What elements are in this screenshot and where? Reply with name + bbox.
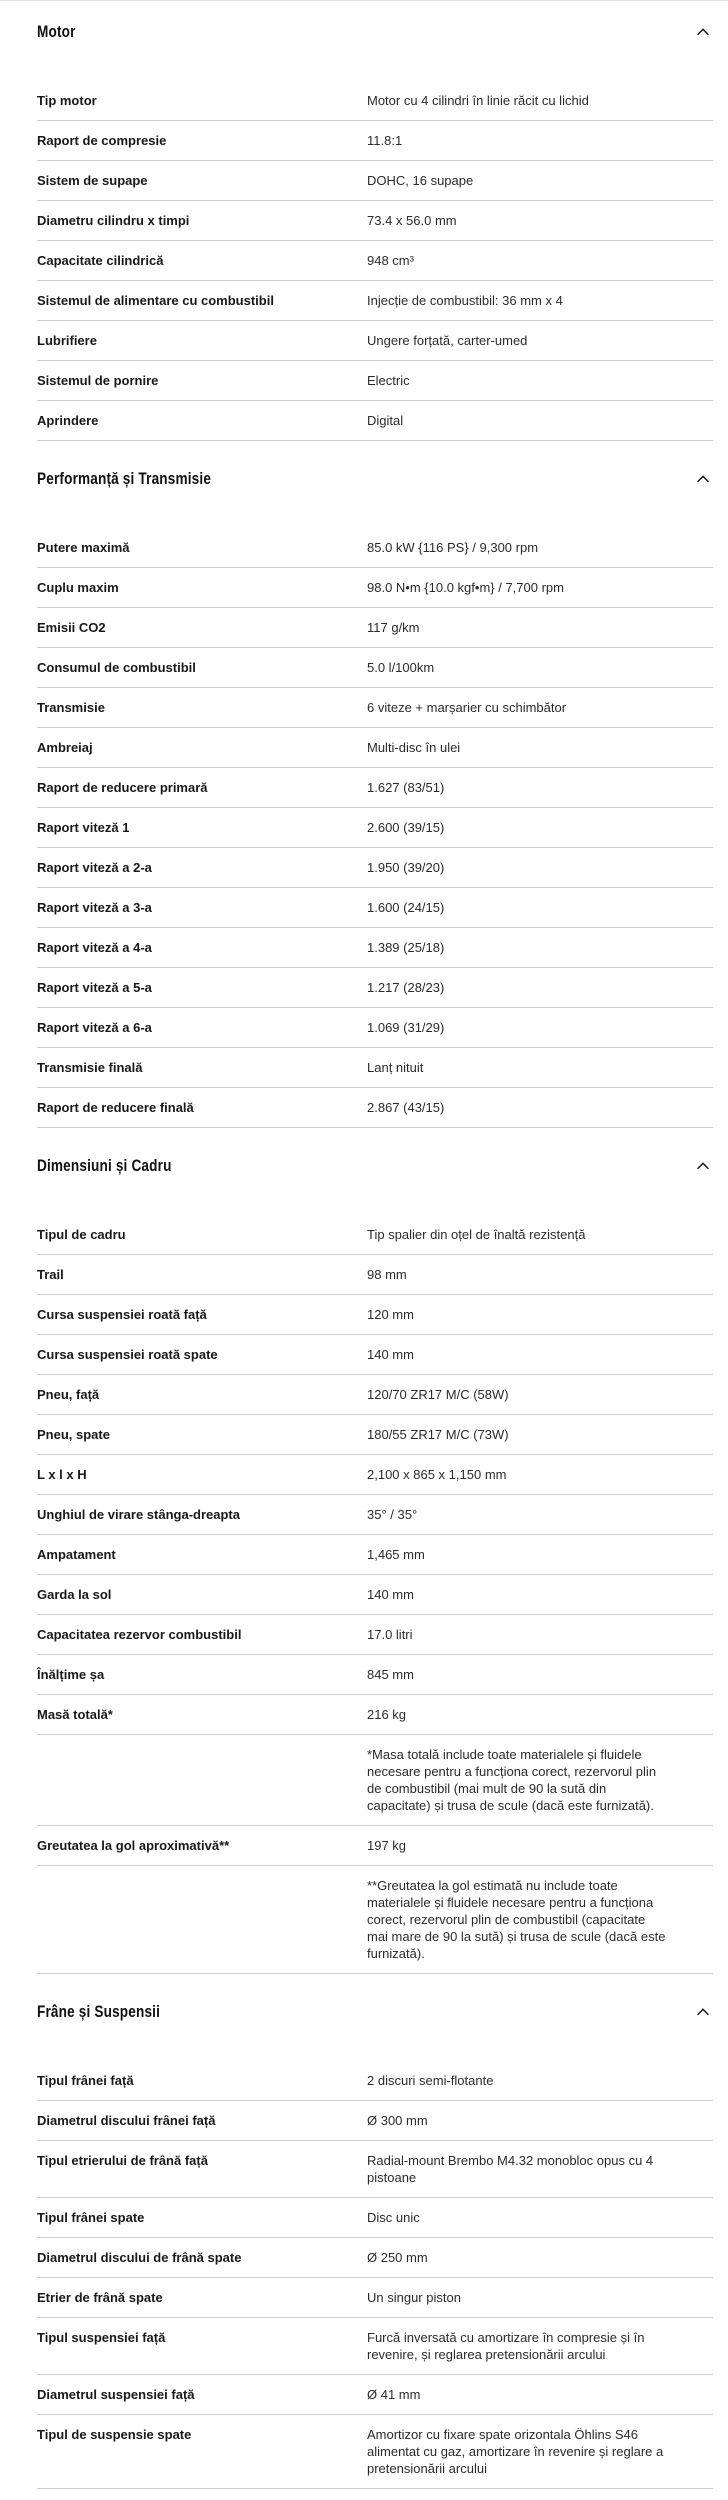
spec-value: 216 kg (367, 1707, 407, 1722)
spec-row (37, 121, 713, 161)
spec-label: Ambreiaj (37, 740, 93, 755)
spec-value: 98.0 N•m {10.0 kgf•m} / 7,700 rpm (367, 580, 564, 595)
spec-row (37, 1455, 713, 1495)
spec-value: 85.0 kW {116 PS} / 9,300 rpm (367, 540, 539, 555)
spec-label: Sistemul de pornire (37, 373, 159, 388)
spec-row (37, 1088, 713, 1128)
spec-label: Raport viteză a 4-a (37, 940, 152, 955)
spec-row (37, 568, 713, 608)
spec-row (37, 361, 713, 401)
spec-label: Diametru cilindru x timpi (37, 213, 190, 228)
spec-row (37, 281, 713, 321)
spec-value: 117 g/km (367, 620, 420, 635)
spec-row (37, 161, 713, 201)
spec-value: Ø 300 mm (367, 2113, 428, 2128)
spec-value: 1.950 (39/20) (367, 860, 445, 875)
spec-value: 2 discuri semi-flotante (367, 2073, 494, 2088)
spec-label: Tipul suspensiei față (37, 2330, 166, 2345)
spec-row (37, 1255, 713, 1295)
chevron-up-icon (695, 471, 711, 487)
spec-row (37, 81, 713, 121)
spec-row (37, 648, 713, 688)
section-header[interactable] (37, 468, 713, 490)
section-header[interactable] (37, 2001, 713, 2023)
spec-value: 180/55 ZR17 M/C (73W) (367, 1427, 509, 1442)
spec-value: Multi-disc în ulei (367, 740, 461, 755)
spec-value: Digital (367, 413, 404, 428)
spec-value: 2.600 (39/15) (367, 820, 445, 835)
spec-section (37, 21, 713, 441)
spec-value: Motor cu 4 cilindri în linie răcit cu lichid (367, 93, 589, 108)
spec-label: Raport viteză 1 (37, 820, 130, 835)
spec-value: Furcă inversată cu amortizare în compresie și în revenire, și reglarea pretensionării arcului (367, 2330, 645, 2362)
spec-value: 948 cm³ (367, 253, 414, 268)
spec-value: 11.8:1 (367, 133, 403, 148)
spec-label: Emisii CO2 (37, 620, 106, 635)
spec-label: Raport de reducere primară (37, 780, 208, 795)
section-rows (37, 528, 713, 1128)
spec-row (37, 2198, 713, 2238)
spec-label: Raport viteză a 5-a (37, 980, 152, 995)
section-rows (37, 2061, 713, 2489)
spec-value: 1,465 mm (367, 1547, 425, 1562)
spec-row (37, 2141, 713, 2198)
spec-label: Cursa suspensiei roată față (37, 1307, 207, 1322)
spec-row (37, 1655, 713, 1695)
spec-label: Transmisie (37, 700, 105, 715)
spec-label: Trail (37, 1267, 64, 1282)
spec-label: Raport de reducere finală (37, 1100, 194, 1115)
spec-value: Ungere forțată, carter-umed (367, 333, 528, 348)
section-title: Dimensiuni și Cadru (37, 1156, 172, 1175)
spec-value: 1.627 (83/51) (367, 780, 445, 795)
spec-value: 120/70 ZR17 M/C (58W) (367, 1387, 509, 1402)
spec-label: Sistem de supape (37, 173, 148, 188)
spec-label: Greutatea la gol aproximativă** (37, 1838, 230, 1853)
spec-label: Diametrul suspensiei față (37, 2387, 195, 2402)
spec-label: Transmisie finală (37, 1060, 143, 1075)
spec-value: Ø 41 mm (367, 2387, 421, 2402)
spec-label: Consumul de combustibil (37, 660, 196, 675)
spec-label: Tipul frânei spate (37, 2210, 145, 2225)
spec-row (37, 401, 713, 441)
spec-value: 1.069 (31/29) (367, 1020, 445, 1035)
spec-value: Amortizor cu fixare spate orizontala Öhlins S46 alimentat cu gaz, amortizare în revenire și reglare a pretensionării arcului (367, 2427, 664, 2476)
spec-row (37, 2375, 713, 2415)
spec-row (37, 1695, 713, 1735)
spec-label: Ampatament (37, 1547, 116, 1562)
spec-section (37, 1155, 713, 1974)
section-title: Motor (37, 22, 76, 41)
spec-row (37, 528, 713, 568)
spec-row (37, 928, 713, 968)
spec-value: 120 mm (367, 1307, 414, 1322)
spec-label: Tipul de cadru (37, 1227, 126, 1242)
spec-note-row (37, 1866, 713, 1974)
spec-value: 140 mm (367, 1347, 414, 1362)
spec-value: *Masa totală include toate materialele și fluidele necesare pentru a funcționa corect, rezervorul plin de combustibil (mai mult de 90 la sută din capacitate) și trusa de scule (dacă este furnizată). (367, 1747, 657, 1813)
spec-row (37, 1048, 713, 1088)
spec-value: Ø 250 mm (367, 2250, 428, 2265)
spec-row (37, 2318, 713, 2375)
spec-row (37, 1415, 713, 1455)
spec-value: Disc unic (367, 2210, 420, 2225)
spec-label: Raport viteză a 2-a (37, 860, 152, 875)
spec-label: L x l x H (37, 1467, 87, 1482)
spec-row (37, 1495, 713, 1535)
spec-value: 1.217 (28/23) (367, 980, 445, 995)
spec-value: Electric (367, 373, 410, 388)
spec-row (37, 1335, 713, 1375)
spec-row (37, 2101, 713, 2141)
spec-row (37, 2415, 713, 2489)
spec-value: 35° / 35° (367, 1507, 418, 1522)
spec-row (37, 1295, 713, 1335)
spec-label: Raport de compresie (37, 133, 167, 148)
spec-row (37, 1535, 713, 1575)
spec-value: 5.0 l/100km (367, 660, 435, 675)
spec-row (37, 968, 713, 1008)
spec-row (37, 1008, 713, 1048)
spec-label: Raport viteză a 3-a (37, 900, 152, 915)
spec-value: 197 kg (367, 1838, 407, 1853)
chevron-up-icon (695, 1158, 711, 1174)
spec-row (37, 808, 713, 848)
spec-value: 845 mm (367, 1667, 414, 1682)
spec-label: Înălțime șa (37, 1667, 105, 1682)
spec-row (37, 1215, 713, 1255)
spec-section (37, 468, 713, 1128)
spec-label: Tipul frânei față (37, 2073, 134, 2088)
spec-label: Raport viteză a 6-a (37, 1020, 152, 1035)
spec-value: 6 viteze + marșarier cu schimbător (367, 700, 567, 715)
spec-label: Etrier de frână spate (37, 2290, 163, 2305)
spec-label: Diametrul discului de frână spate (37, 2250, 242, 2265)
section-rows (37, 81, 713, 441)
section-title: Frâne și Suspensii (37, 2002, 161, 2021)
spec-row (37, 1375, 713, 1415)
spec-value: DOHC, 16 supape (367, 173, 474, 188)
spec-label: Pneu, față (37, 1387, 100, 1402)
spec-value: Un singur piston (367, 2290, 461, 2305)
section-title: Performanță și Transmisie (37, 469, 212, 488)
spec-value: Tip spalier din oțel de înaltă rezistență (367, 1227, 586, 1242)
spec-value: Injecție de combustibil: 36 mm x 4 (367, 293, 563, 308)
spec-label: Capacitate cilindrică (37, 253, 164, 268)
spec-label: Sistemul de alimentare cu combustibil (37, 293, 274, 308)
spec-row (37, 728, 713, 768)
spec-row (37, 2278, 713, 2318)
chevron-up-icon (695, 2004, 711, 2020)
spec-value: 140 mm (367, 1587, 414, 1602)
spec-label: Lubrifiere (37, 333, 97, 348)
chevron-up-icon (695, 24, 711, 40)
spec-value: 17.0 litri (367, 1627, 413, 1642)
spec-value: 98 mm (367, 1267, 407, 1282)
spec-row (37, 321, 713, 361)
spec-row (37, 1575, 713, 1615)
spec-label: Capacitatea rezervor combustibil (37, 1627, 242, 1642)
spec-row (37, 241, 713, 281)
spec-value: 2,100 x 865 x 1,150 mm (367, 1467, 507, 1482)
spec-row (37, 2238, 713, 2278)
spec-label: Tipul etrierului de frână față (37, 2153, 208, 2168)
spec-row (37, 688, 713, 728)
spec-label: Pneu, spate (37, 1427, 110, 1442)
spec-label: Unghiul de virare stânga-dreapta (37, 1507, 240, 1522)
spec-value: Radial-mount Brembo M4.32 monobloc opus cu 4 pistoane (367, 2153, 654, 2185)
spec-label: Garda la sol (37, 1587, 112, 1602)
spec-label: Cuplu maxim (37, 580, 119, 595)
spec-row (37, 848, 713, 888)
spec-value: 73.4 x 56.0 mm (367, 213, 457, 228)
spec-row (37, 2061, 713, 2101)
spec-row (37, 608, 713, 648)
spec-row (37, 1826, 713, 1866)
spec-section (37, 2001, 713, 2489)
spec-row (37, 201, 713, 241)
spec-value: 2.867 (43/15) (367, 1100, 445, 1115)
spec-label: Diametrul discului frânei față (37, 2113, 216, 2128)
spec-label: Masă totală* (37, 1707, 113, 1722)
spec-value: Lanț nituit (367, 1060, 424, 1075)
spec-label: Putere maximă (37, 540, 130, 555)
spec-label: Cursa suspensiei roată spate (37, 1347, 218, 1362)
section-header[interactable] (37, 1155, 713, 1177)
spec-row (37, 888, 713, 928)
spec-note-row (37, 1735, 713, 1826)
spec-row (37, 1615, 713, 1655)
spec-label: Aprindere (37, 413, 99, 428)
section-rows (37, 1215, 713, 1974)
spec-label: Tipul de suspensie spate (37, 2427, 192, 2442)
spec-row (37, 768, 713, 808)
spec-label: Tip motor (37, 93, 97, 108)
spec-value: 1.389 (25/18) (367, 940, 445, 955)
spec-value: 1.600 (24/15) (367, 900, 445, 915)
section-header[interactable] (37, 21, 713, 43)
spec-value: **Greutatea la gol estimată nu include toate materialele și fluidele necesare pentru a funcționa corect, rezervorul plin de combustibil (capacitate mai mare de 90 la sută) și trusa de scule (dacă este furnizată). (367, 1878, 666, 1961)
